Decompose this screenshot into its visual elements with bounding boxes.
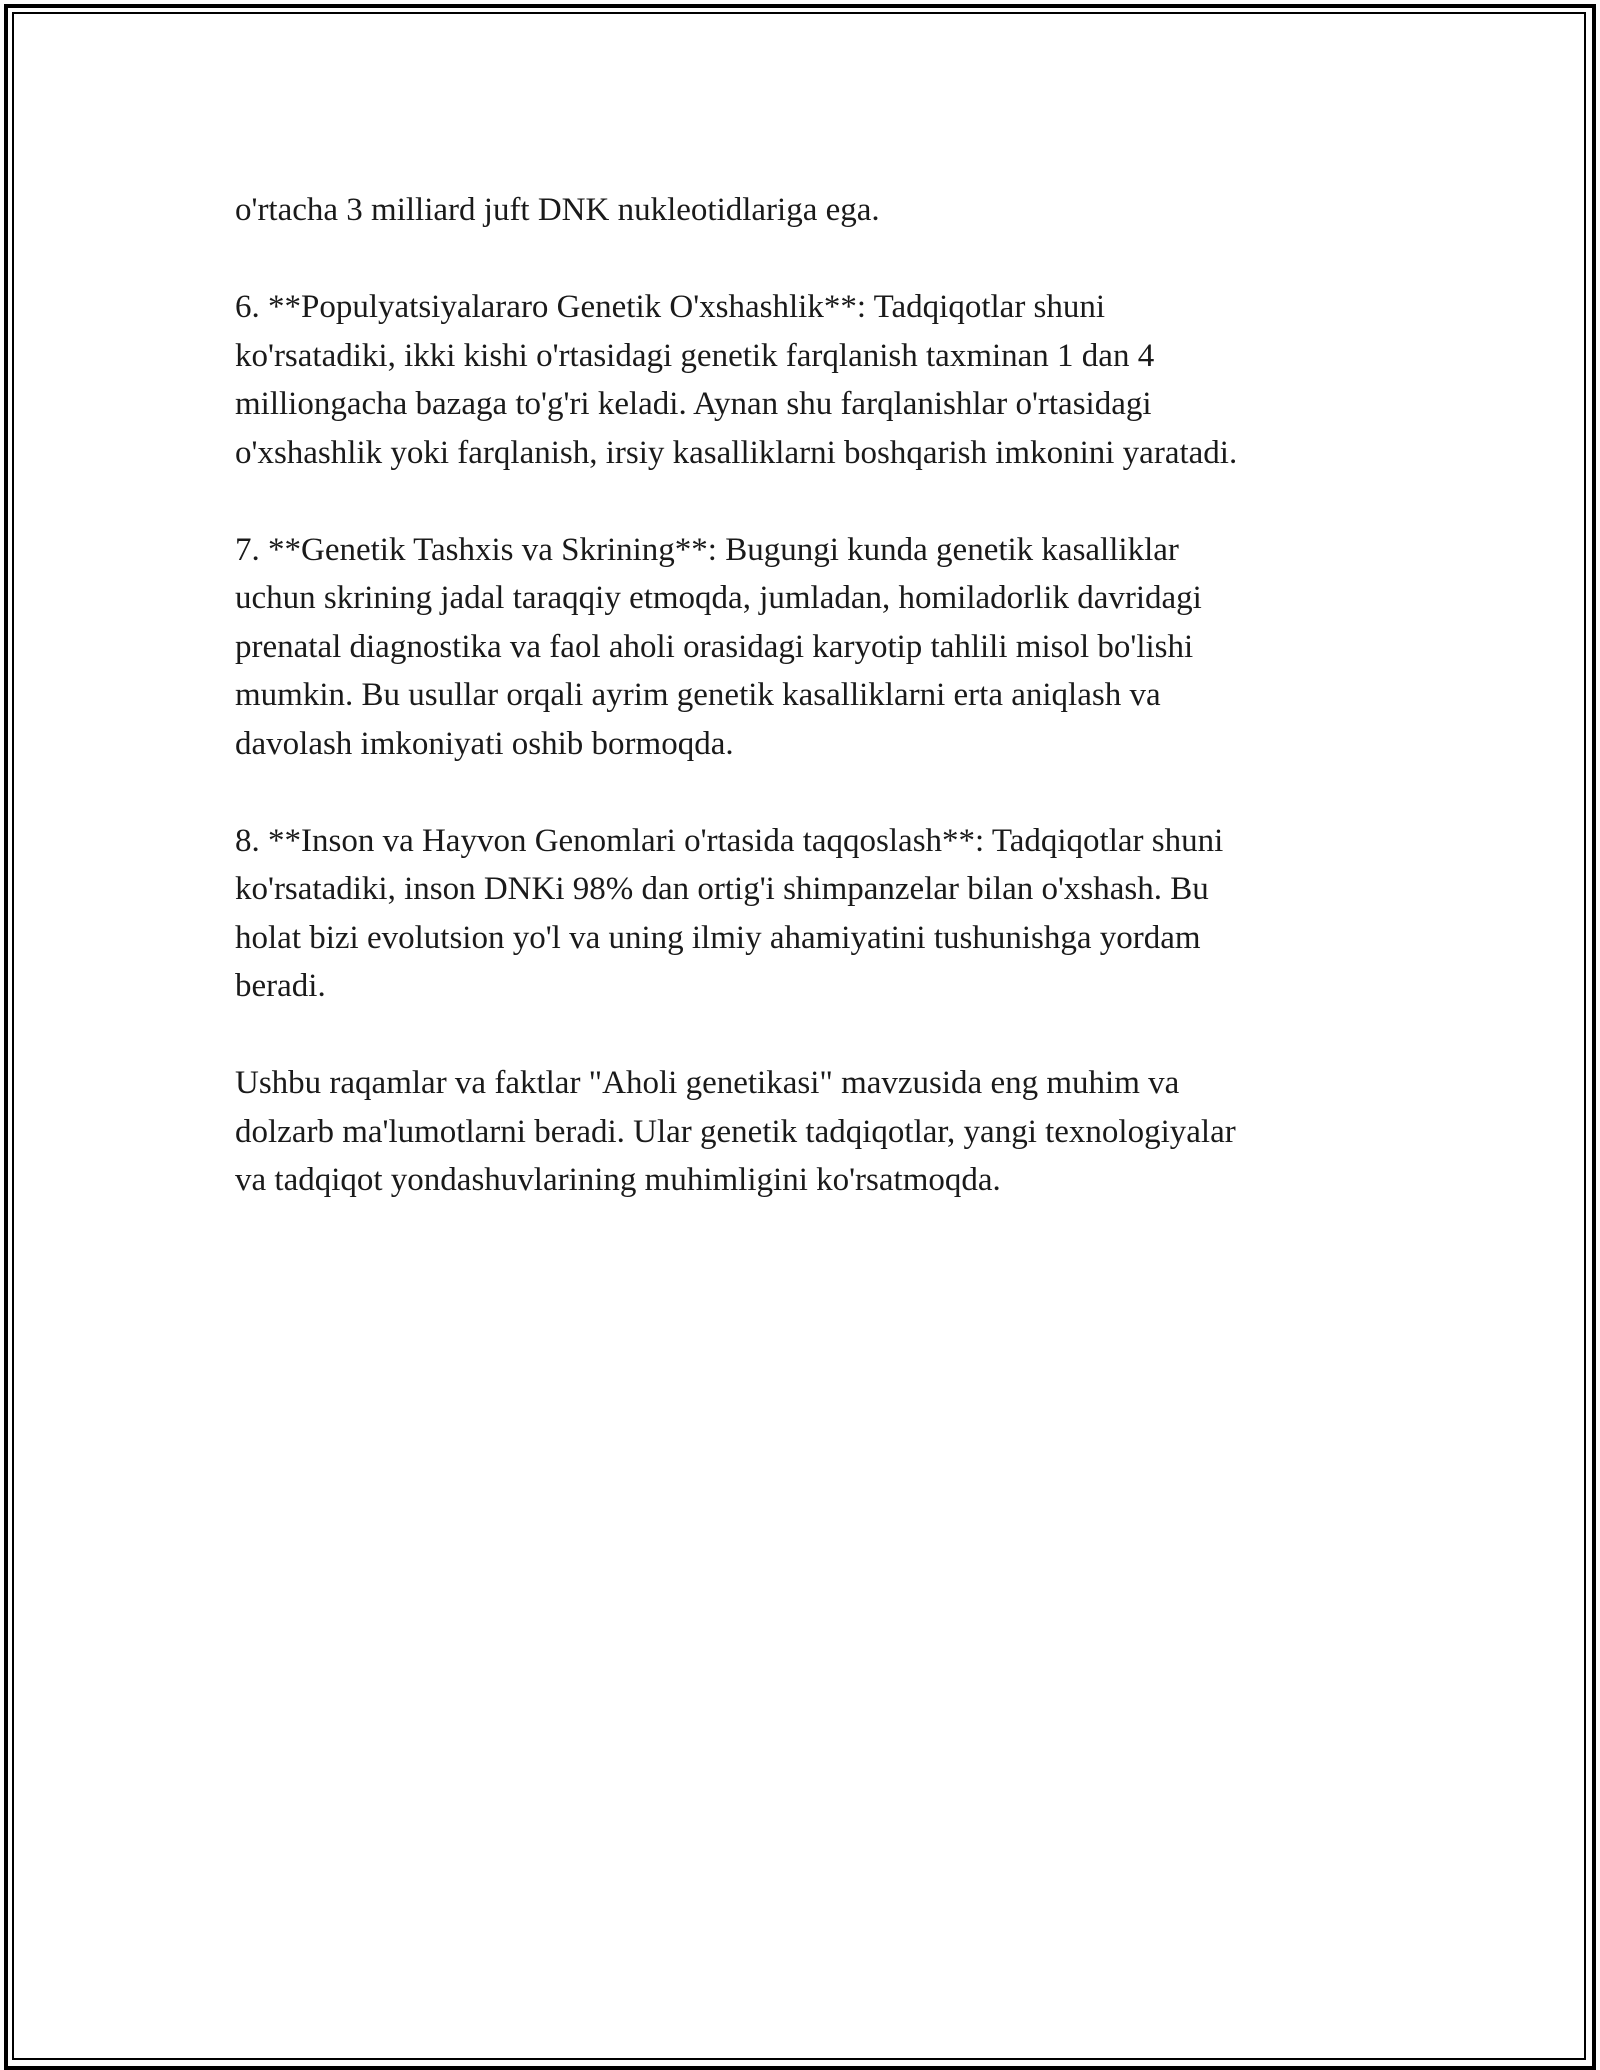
paragraph-item-8: 8. **Inson va Hayvon Genomlari o'rtasida taqqoslash**: Tadqiqotlar shuni ko'rsatadiki, inson DNKi 98% dan ortig'i shimpanzelar bilan o'xshash. Bu holat bizi evolutsion yo'l va uning ilmiy ahamiyatini tushunishga yordam beradi. <box>235 822 1224 1004</box>
paragraph-item-6: 6. **Populyatsiyalararo Genetik O'xshashlik**: Tadqiqotlar shuni ko'rsatadiki, ikki kishi o'rtasidagi genetik farqlanish taxminan 1 dan 4 milliongacha bazaga to'g'ri keladi. Aynan shu farqlanishlar o'rtasidagi o'xshashlik yoki farqlanish, irsiy kasalliklarni boshqarish imkonini yaratadi. <box>235 289 1238 471</box>
document-body <box>235 186 1365 1205</box>
paragraph-intro-continuation: o'rtacha 3 milliard juft DNK nukleotidlariga ega. <box>235 192 880 228</box>
paragraph-item-7: 7. **Genetik Tashxis va Skrining**: Bugungi kunda genetik kasalliklar uchun skrining jadal taraqqiy etmoqda, jumladan, homiladorlik davridagi prenatal diagnostika va faol aholi orasidagi karyotip tahlili misol bo'lishi mumkin. Bu usullar orqali ayrim genetik kasalliklarni erta aniqlash va davolash imkoniyati oshib bormoqda. <box>235 531 1202 762</box>
paragraph-conclusion: Ushbu raqamlar va faktlar "Aholi genetikasi" mavzusida eng muhim va dolzarb ma'lumotlarni beradi. Ular genetik tadqiqotlar, yangi texnologiyalar va tadqiqot yondashuvlarining muhimligini ko'rsatmoqda. <box>235 1065 1236 1198</box>
